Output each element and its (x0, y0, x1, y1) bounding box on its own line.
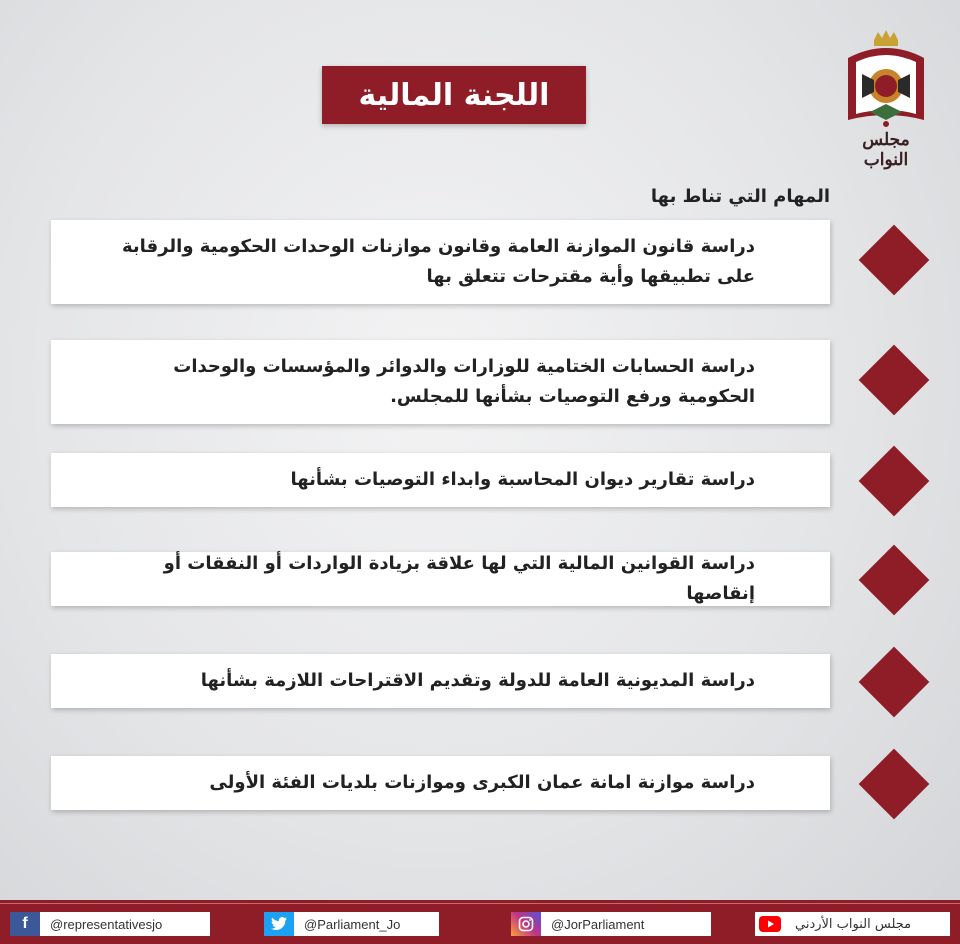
task-text: دراسة المديونية العامة للدولة وتقديم الاقتراحات اللازمة بشأنها (200, 670, 755, 691)
instagram-link[interactable] (511, 912, 711, 936)
footer-divider (0, 903, 960, 904)
diamond-icon (859, 446, 930, 517)
youtube-channel: مجلس النواب الأردني (795, 916, 912, 932)
task-text: دراسة تقارير ديوان المحاسبة وابداء التوصيات بشأنها (290, 469, 755, 490)
twitter-icon (264, 912, 294, 936)
instagram-handle: @JorParliament (551, 916, 645, 932)
youtube-link[interactable] (755, 912, 950, 936)
task-card-4 (51, 552, 830, 606)
instagram-icon (511, 912, 541, 936)
diamond-icon (859, 545, 930, 616)
emblem-icon (840, 28, 932, 128)
diamond-icon (859, 225, 930, 296)
task-card-6 (51, 756, 830, 810)
youtube-icon (755, 912, 785, 936)
page-title: اللجنة المالية (322, 66, 586, 124)
task-text: دراسة الحسابات الختامية للوزارات والدوائر والمؤسسات والوحدات الحكومية ورفع التوصيات بشأنها للمجلس. (173, 356, 755, 407)
task-card-5 (51, 654, 830, 708)
task-card-3 (51, 453, 830, 507)
diamond-icon (859, 749, 930, 820)
twitter-link[interactable] (264, 912, 439, 936)
section-subtitle: المهام التي تناط بها (650, 186, 830, 207)
diamond-icon (859, 345, 930, 416)
twitter-handle: @Parliament_Jo (304, 916, 401, 932)
task-text: دراسة موازنة امانة عمان الكبرى وموازنات بلديات الفئة الأولى (209, 772, 755, 793)
facebook-handle: @representativesjo (50, 916, 163, 932)
diamond-icon (859, 647, 930, 718)
parliament-logo-text: مجلس النواب (862, 130, 910, 170)
task-text: دراسة القوانين المالية التي لها علاقة بزيادة الواردات أو النفقات أو إنقاصها (163, 553, 755, 604)
task-card-2 (51, 340, 830, 424)
task-card-1 (51, 220, 830, 304)
task-text: دراسة قانون الموازنة العامة وقانون موازنات الوحدات الحكومية والرقابة على تطبيقها وأية مقترحات تتعلق بها (121, 236, 755, 287)
facebook-icon: f (10, 912, 40, 936)
facebook-link[interactable] (10, 912, 210, 936)
